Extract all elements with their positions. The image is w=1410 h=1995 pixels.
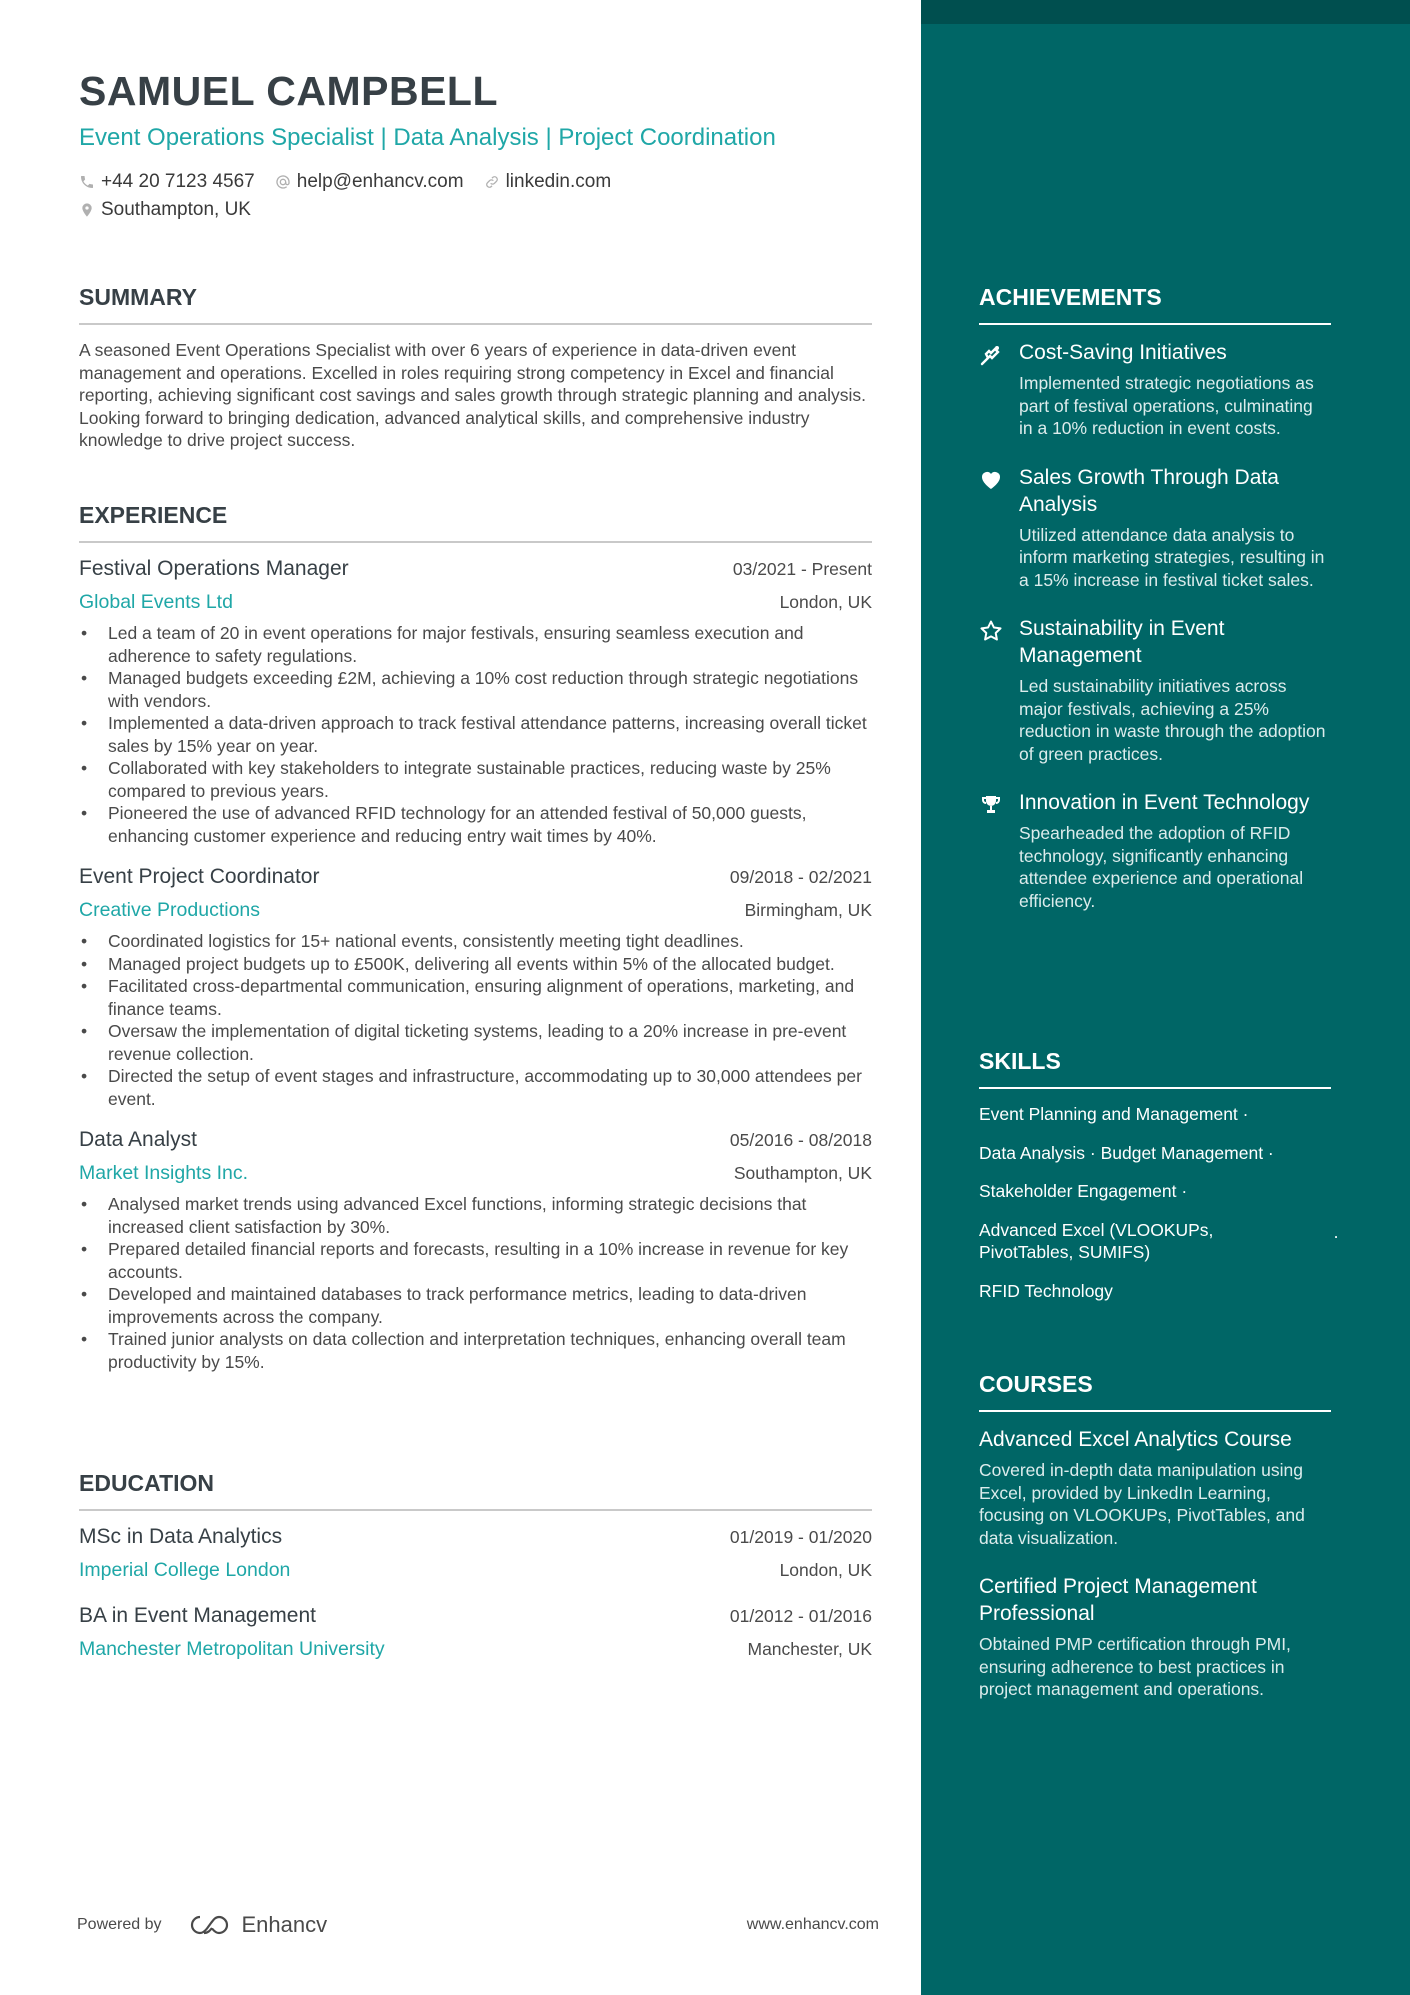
heart-icon [979,468,1003,490]
sidebar [921,0,1410,1995]
skill-item: Data Analysis · Budget Management · [979,1142,1274,1163]
achievement-item [979,464,1331,592]
linkedin-link[interactable]: linkedin.com [505,171,612,192]
summary-section [79,284,872,452]
achievements-title: ACHIEVEMENTS [979,284,1331,325]
skill-separator: · [1333,1225,1339,1246]
bullet-item: • Managed project budgets up to £500K, delivering all events within 5% of the allocated budget. [79,953,872,976]
degree: BA in Event Management [79,1604,316,1627]
education-title: EDUCATION [79,1470,872,1511]
brand-name: Enhancv [241,1912,328,1937]
job-location: Southampton, UK [733,1163,872,1183]
bullet-item: • Managed budgets exceeding £2M, achieving a 10% cost reduction through strategic negotiations with vendors. [79,667,872,712]
achievement-desc: Spearheaded the adoption of RFID technology, significantly enhancing attendee experience and operational efficiency. [1019,823,1304,911]
star-icon [979,619,1003,643]
link-icon [484,174,500,190]
job-location: London, UK [779,592,872,612]
bullet-item: • Developed and maintained databases to track performance metrics, leading to data-driven improvements across the company. [79,1283,872,1328]
brand-logo[interactable] [188,1912,328,1938]
course-desc: Obtained PMP certification through PMI, ensuring adherence to best practices in project management and operations. [979,1634,1291,1699]
achievement-desc: Utilized attendance data analysis to inform marketing strategies, resulting in a 15% increase in festival ticket sales. [1019,524,1325,590]
course-desc: Covered in-depth data manipulation using Excel, provided by LinkedIn Learning, focusing on VLOOKUPs, PivotTables, and data visualization. [979,1460,1305,1548]
education-section [79,1470,872,1661]
skill-item [979,1219,1339,1264]
skill-item: RFID Technology [979,1280,1113,1301]
achievement-title: Cost-Saving Initiatives [1019,341,1227,364]
location-text: Southampton, UK [101,199,251,220]
experience-section [79,502,872,1373]
courses-section [979,1371,1331,1701]
bullet-item: • Implemented a data-driven approach to track festival attendance patterns, increasing overall ticket sales by 15% year on year. [79,712,872,757]
skill-text: Advanced Excel (VLOOKUPs, PivotTables, SUMIFS) [979,1219,1214,1262]
experience-title: EXPERIENCE [79,502,872,543]
job-dates: 03/2021 - Present [732,559,872,579]
company-name: Creative Productions [79,899,261,921]
achievement-item [979,339,1331,440]
footer [77,1912,879,1938]
company-name: Market Insights Inc. [79,1162,249,1184]
education-dates: 01/2012 - 01/2016 [729,1606,872,1626]
education-entry [79,1525,872,1582]
job-entry [79,557,872,847]
skill-item: Stakeholder Engagement · [979,1181,1188,1201]
skills-section [979,1048,1339,1318]
course-item [979,1573,1331,1701]
degree: MSc in Data Analytics [79,1525,283,1548]
bullet-item: • Led a team of 20 in event operations for major festivals, ensuring seamless execution and adherence to safety regulations. [79,622,872,667]
achievements-section [979,284,1331,912]
headline: Event Operations Specialist | Data Analysis | Project Coordination [79,124,776,151]
courses-title: COURSES [979,1371,1331,1412]
job-dates: 09/2018 - 02/2021 [729,867,872,887]
website-link[interactable]: www.enhancv.com [746,1916,879,1933]
course-title: Advanced Excel Analytics Course [979,1428,1292,1451]
achievement-title: Innovation in Event Technology [1019,791,1310,814]
location-pin-icon [79,202,95,218]
linkedin-contact [484,171,612,193]
skill-list [979,1103,1339,1302]
skills-title: SKILLS [979,1048,1331,1089]
job-bullets [79,622,872,847]
trophy-icon [979,793,1003,817]
bullet-item: • Pioneered the use of advanced RFID technology for an attended festival of 50,000 guests, enhancing customer experience and reducing entry wait times by 40%. [79,802,872,847]
job-title: Data Analyst [79,1128,197,1151]
achievement-title: Sustainability in Event Management [1019,617,1225,667]
bullet-item: • Prepared detailed financial reports and forecasts, resulting in a 10% increase in revenue for key accounts. [79,1238,872,1283]
job-bullets [79,1193,872,1373]
email-contact [275,171,464,193]
bullet-item: • Coordinated logistics for 15+ national events, consistently meeting tight deadlines. [79,930,872,953]
achievement-item [979,615,1331,765]
achievement-item [979,789,1331,912]
email-address[interactable]: help@enhancv.com [296,171,464,192]
job-entry [79,1128,872,1373]
handshake-icon [979,343,1003,367]
phone-number[interactable]: +44 20 7123 4567 [101,171,255,192]
course-item [979,1426,1331,1549]
course-title: Certified Project Management Professional [979,1575,1257,1625]
phone-contact [79,171,255,193]
achievement-desc: Implemented strategic negotiations as part of festival operations, culminating in a 10% reduction in event costs. [1019,373,1314,438]
achievement-desc: Led sustainability initiatives across major festivals, achieving a 25% reduction in waste through the adoption of green practices. [1019,676,1326,764]
school-location: London, UK [779,1560,872,1580]
bullet-item: • Analysed market trends using advanced Excel functions, informing strategic decisions that increased client satisfaction by 30%. [79,1193,872,1238]
job-dates: 05/2016 - 08/2018 [729,1130,872,1150]
powered-by [77,1912,327,1938]
company-name: Global Events Ltd [79,591,233,613]
location-contact [79,199,251,221]
at-icon [275,174,291,190]
job-entry [79,865,872,1110]
job-bullets [79,930,872,1110]
phone-icon [79,174,95,190]
job-title: Festival Operations Manager [79,557,349,580]
skill-item: Event Planning and Management · [979,1104,1249,1124]
school-name: Manchester Metropolitan University [79,1638,385,1660]
bullet-item: • Facilitated cross-departmental communication, ensuring alignment of operations, marketing, and finance teams. [79,975,872,1020]
job-title: Event Project Coordinator [79,865,320,888]
job-location: Birmingham, UK [744,900,872,920]
summary-text: A seasoned Event Operations Specialist with over 6 years of experience in data-driven event management and operations. Excelled in roles requiring strong competency in Excel and financial reporting, achieving significant cost savings and sales growth through strategic planning and analysis. Looking forward to bringing dedication, advanced analytical skills, and comprehensive industry knowledge to drive project success. [79,340,866,450]
school-name: Imperial College London [79,1559,291,1581]
contact-info [79,168,631,224]
candidate-name: SAMUEL CAMPBELL [79,68,499,114]
school-location: Manchester, UK [747,1639,872,1659]
powered-by-label: Powered by [77,1916,162,1933]
bullet-item: • Directed the setup of event stages and infrastructure, accommodating up to 30,000 attendees per event. [79,1065,872,1110]
sidebar-top-band [921,0,1410,24]
achievement-title: Sales Growth Through Data Analysis [1019,465,1279,516]
bullet-item: • Collaborated with key stakeholders to integrate sustainable practices, reducing waste by 25% compared to previous years. [79,757,872,802]
education-entry [79,1604,872,1661]
infinity-logo-icon [188,1913,234,1937]
education-dates: 01/2019 - 01/2020 [729,1527,872,1547]
bullet-item: • Oversaw the implementation of digital ticketing systems, leading to a 20% increase in pre-event revenue collection. [79,1020,872,1065]
bullet-item: • Trained junior analysts on data collection and interpretation techniques, enhancing overall team productivity by 15%. [79,1328,872,1373]
summary-title: SUMMARY [79,284,872,325]
